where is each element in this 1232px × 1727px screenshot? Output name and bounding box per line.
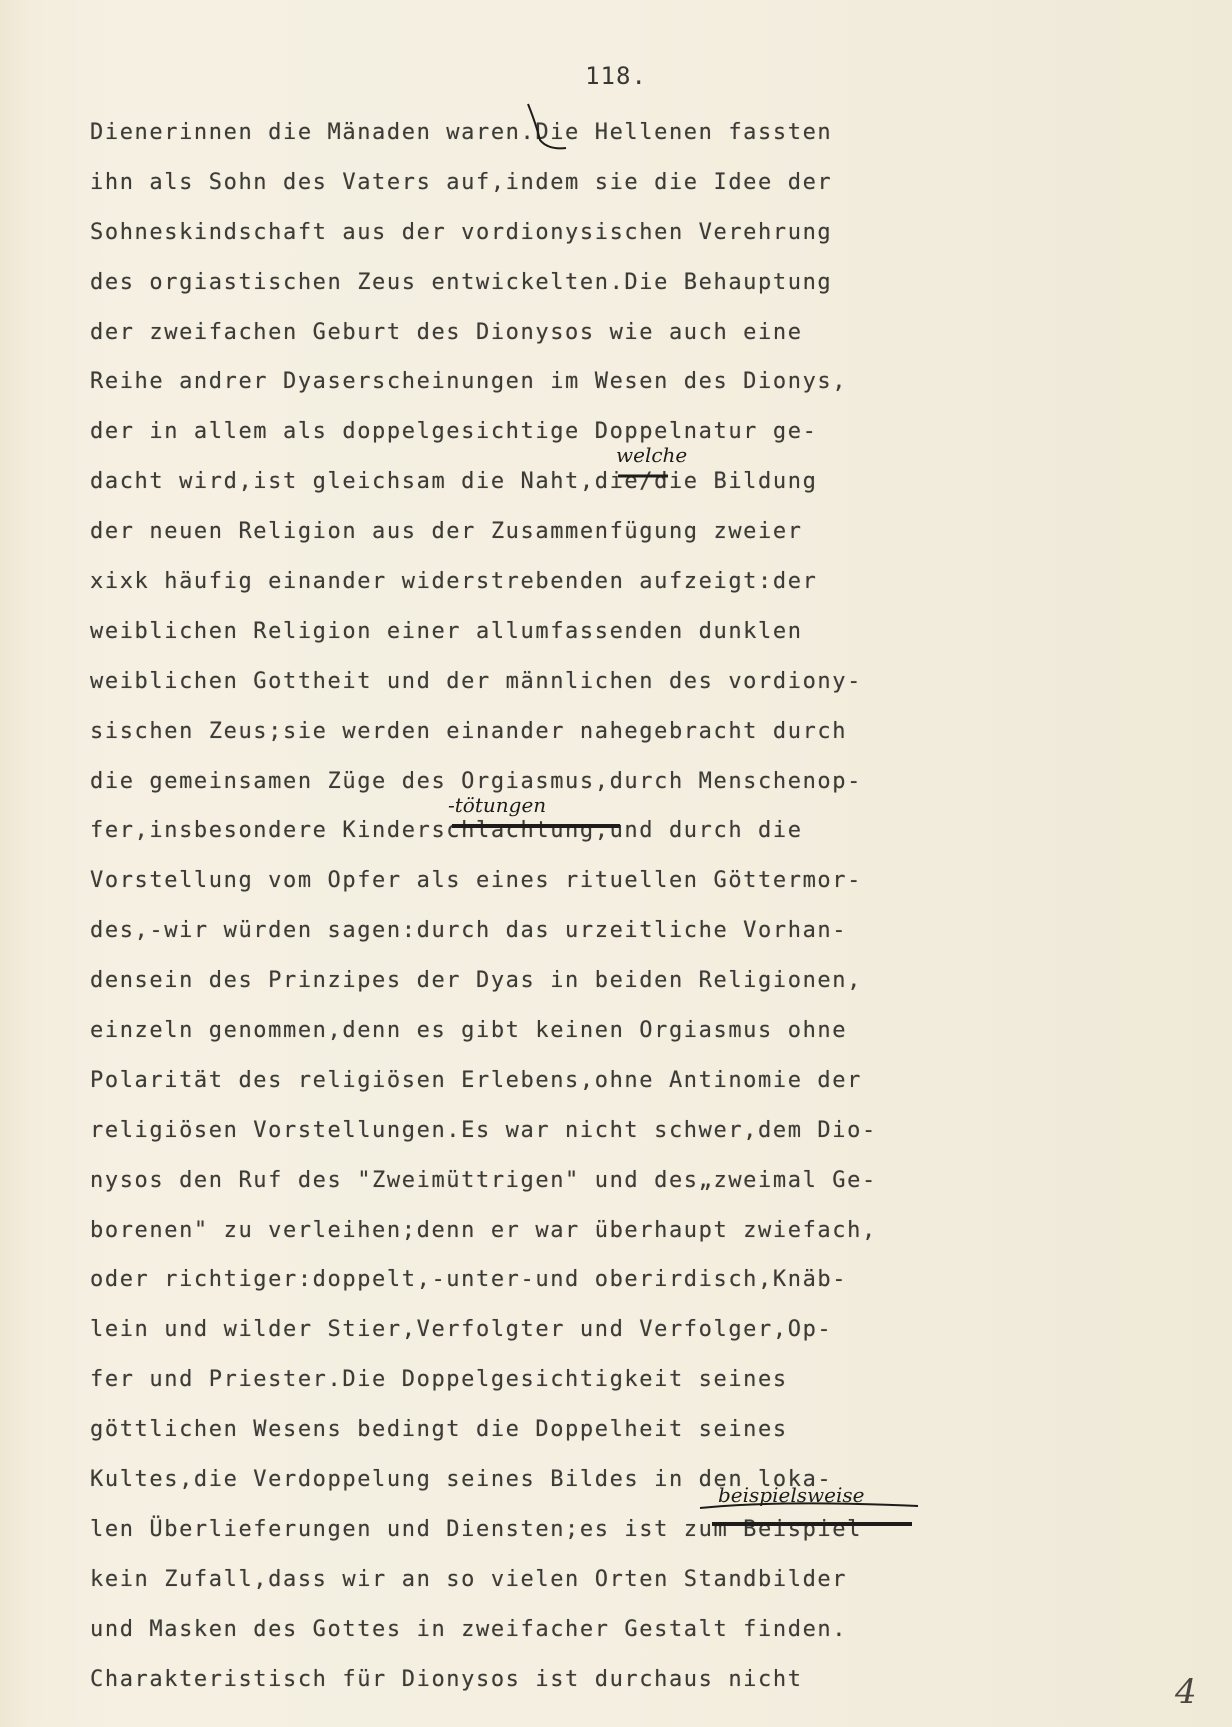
text-line: densein des Prinzipes der Dyas in beiden Religionen, xyxy=(90,968,862,994)
text-line: Charakteristisch für Dionysos ist durchaus nicht xyxy=(90,1666,803,1692)
text-line: die gemeinsamen Züge des Orgiasmus,durch Menschenop- xyxy=(90,768,862,794)
text-line: Vorstellung vom Opfer als eines rituellen Göttermor- xyxy=(90,868,862,894)
handwritten-insertion-welche: welche xyxy=(616,443,688,467)
text-line: der in allem als doppelgesichtige Doppelnatur ge- xyxy=(90,419,818,445)
page-number: 118. xyxy=(585,62,647,90)
handwritten-insertion-beispielsweise: beispielsweise xyxy=(718,1483,865,1507)
typescript-body xyxy=(90,108,1090,1705)
text-line: sischen Zeus;sie werden einander nahegebracht durch xyxy=(90,718,848,744)
text-line: einzeln genommen,denn es gibt keinen Orgiasmus ohne xyxy=(90,1018,848,1044)
text-line: xixk häufig einander widerstrebenden aufzeigt:der xyxy=(90,569,818,595)
text-line: des orgiastischen Zeus entwickelten.Die Behauptung xyxy=(90,269,833,295)
text-line: Kultes,die Verdoppelung seines Bildes in den loka- xyxy=(90,1467,833,1493)
text-line: fer und Priester.Die Doppelgesichtigkeit seines xyxy=(90,1367,788,1393)
text-line: und Masken des Gottes in zweifacher Gestalt finden. xyxy=(90,1616,848,1642)
text-line: fer,insbesondere Kinderschlachtung,und durch die xyxy=(90,818,803,844)
text-line: göttlichen Wesens bedingt die Doppelheit seines xyxy=(90,1417,788,1443)
text-line: Polarität des religiösen Erlebens,ohne Antinomie der xyxy=(90,1067,862,1093)
archive-mark: 4 xyxy=(1175,1672,1197,1712)
text-line: dacht wird,ist gleichsam die Naht,die/die Bildung xyxy=(90,469,818,495)
text-line: weiblichen Religion einer allumfassenden dunklen xyxy=(90,618,803,644)
text-line: lein und wilder Stier,Verfolgter und Verfolger,Op- xyxy=(90,1317,833,1343)
text-line: ihn als Sohn des Vaters auf,indem sie die Idee der xyxy=(90,169,833,195)
text-line: der neuen Religion aus der Zusammenfügung zweier xyxy=(90,519,803,545)
text-line: des,-wir würden sagen:durch das urzeitliche Vorhan- xyxy=(90,918,848,944)
text-line: religiösen Vorstellungen.Es war nicht schwer,dem Dio- xyxy=(90,1117,877,1143)
text-line: der zweifachen Geburt des Dionysos wie auch eine xyxy=(90,319,803,345)
text-line: Reihe andrer Dyaserscheinungen im Wesen des Dionys, xyxy=(90,369,848,395)
text-line: oder richtiger:doppelt,-unter-und oberirdisch,Knäb- xyxy=(90,1267,848,1293)
text-line: Dienerinnen die Mänaden waren.Die Hellenen fassten xyxy=(90,120,833,145)
handwritten-insertion-toetungen: -tötungen xyxy=(448,793,547,817)
text-line: len Überlieferungen und Diensten;es ist zum Beispiel xyxy=(90,1516,862,1542)
text-line: weiblichen Gottheit und der männlichen des vordiony- xyxy=(90,668,862,694)
text-line: kein Zufall,dass wir an so vielen Orten Standbilder xyxy=(90,1566,848,1592)
text-line: Sohneskindschaft aus der vordionysischen Verehrung xyxy=(90,219,833,245)
text-line: nysos den Ruf des "Zweimüttrigen" und des„zweimal Ge- xyxy=(90,1167,877,1193)
text-line: borenen" zu verleihen;denn er war überhaupt zwiefach, xyxy=(90,1217,877,1243)
